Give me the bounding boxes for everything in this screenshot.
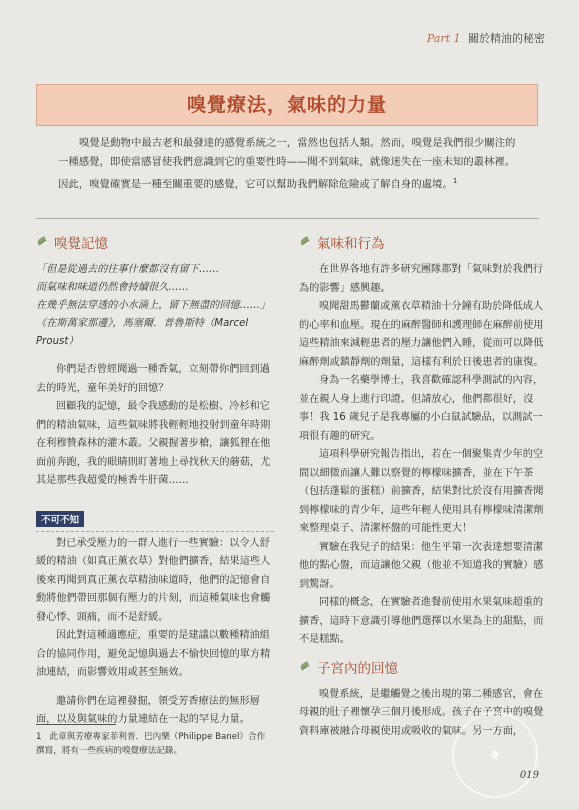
- body-paragraph: 這項科學研究報告指出，若在一個聚集青少年的空間以細微而讓人難以察覺的檸檬味擴香，並在下午茶（包括蓬鬆的蛋糕）前擴香，結果對比於沒有用擴香聞到檸檬味的青少年，這些年輕人使用具有檸檬味清潔劑來整理桌子、清潔杯盤的可能性更大！: [299, 449, 544, 534]
- intro-paragraph: [58, 134, 524, 194]
- body-paragraph: 在世界各地有許多研究團隊都對「氣味對於我們行為的影響」感興趣。: [299, 264, 544, 294]
- page-number: 019: [519, 770, 539, 781]
- footnote: [36, 730, 266, 758]
- quote-source: 《在斯萬家那邊》，馬塞爾．普魯斯特（Marcel Proust）: [36, 318, 249, 347]
- header-title: 關於精油的秘密: [468, 32, 545, 45]
- body-paragraph: 回顧我的記憶，最令我感動的是松樹、冷杉和它們的精油氣味，這些氣味將我輕輕地投射到童年時期在利穆贊森林的灌木叢。父親握著步槍，讓狐狸在他面前奔跑，我的眼睛則盯著地上尋找秋天的蘑菇，尤其是那些我超愛的極香牛肝菌……: [36, 401, 271, 486]
- proust-quote: [36, 261, 274, 351]
- section-divider: [36, 218, 539, 219]
- body-paragraph: 同樣的概念，在實驗者進餐前使用水果氣味超重的擴香，這時下意識引導他們選擇以水果為主的甜點，而不是糕點。: [299, 597, 544, 645]
- tip-paragraph: 對已承受壓力的一群人進行一些實驗：以令人舒緩的精油（如真正薰衣草）對他們擴香，結果這些人後來再聞到真正薰衣草精油味道時，他們的記憶會自動將他們帶回那個有壓力的片刻，而這種氣味也會觸發心悸、頭痛，而不是舒緩。: [36, 537, 271, 623]
- section-heading-olfactory-memory: [36, 233, 274, 251]
- body-paragraph: 身為一名藥學博士，我喜歡確認科學測試的內容，並在親人身上進行印證。但請放心，他們都很好，沒事！我 16 歲兒子是我專屬的小白鼠試驗品，以測試一項很有趣的研究。: [299, 375, 544, 442]
- closing-paragraph: 邀請你們在這裡發掘，領受芳香療法的無形層面，以及與氣味的力量連結在一起的罕見力量。: [36, 695, 260, 725]
- tip-paragraph: 因此對這種適應症，重要的是建議以數種精油組合的協同作用，避免記憶與過去不愉快回憶的單方精油連結，而影響效用或甚至無效。: [36, 630, 271, 678]
- section-title: 氣味和行為: [317, 236, 385, 252]
- body-paragraph: 你們是否曾經聞過一種香氣，立刻帶你們回到過去的時光，童年美好的回憶？: [36, 364, 270, 394]
- leaf-icon: [299, 661, 311, 673]
- quote-line: 「但是從過去的往事什麼都沒有留下……: [36, 264, 220, 275]
- left-column: [36, 233, 274, 730]
- intro-text: 嗅覺是動物中最古老和最發達的感覺系統之一，當然也包括人類。然而，嗅覺是我們很少關注的一種感覺，即使當感冒使我們意識到它的重要性時——聞不到氣味，就像迷失在一座未知的叢林裡。因此，嗅覺確實是一種至關重要的感覺，它可以幫助我們解除危險或了解自身的處境。: [58, 137, 516, 191]
- footnote-text: 此章與芳療專家菲利普．巴內樂（Philippe Banel）合作撰寫，將有一些疾病的嗅覺療法記錄。: [36, 732, 266, 756]
- right-column: [299, 233, 545, 741]
- quote-line: 而氣味和味道仍然會持續很久……: [36, 282, 189, 293]
- footnote-ref: 1: [452, 177, 458, 185]
- footnote-rule: [36, 724, 116, 725]
- leaf-icon: [36, 236, 48, 248]
- did-you-know-box: [36, 531, 274, 683]
- section-heading-scent-behavior: [299, 233, 545, 251]
- watermark-stamp: ✦: [440, 700, 550, 810]
- leaf-icon: [299, 236, 311, 248]
- chapter-title: 嗅覺療法，氣味的力量: [186, 94, 387, 116]
- quote-line: 在幾乎無法穿透的小水滴上，留下無盡的回憶……」: [36, 300, 271, 311]
- part-label: Part 1: [426, 32, 461, 45]
- running-header: [427, 30, 545, 46]
- body-paragraph: 嗅覺系統，是繼觸覺之後出現的第二種感官，會在母親的肚子裡懷孕三個月後形成。孩子在子宮中的嗅覺資料庫被融合母親使用或吸收的氣味。另一方面，: [299, 688, 544, 737]
- chapter-title-box: [36, 84, 538, 126]
- body-paragraph: 實驗在我兒子的結果：他生平第一次表達想要清潔他的點心盤，而這讓他父親（他並不知道我的實驗）感到驚訝。: [299, 541, 544, 590]
- section-title: 嗅覺記憶: [54, 236, 108, 252]
- body-paragraph: 嗅聞甜馬鬱蘭或薰衣草精油十分鐘有助於降低成人的心率和血壓。現在的麻醉醫師和護理師在麻醉前使用這些精油來減輕患者的壓力讓他們入睡，從而可以降低麻醉劑或鎮靜劑的劑量，這樣有利於日後患者的康復。: [299, 301, 544, 368]
- section-heading-womb-memory: [299, 658, 545, 676]
- section-title: 子宮內的回憶: [317, 660, 398, 677]
- did-you-know-badge: 不可不知: [36, 511, 84, 527]
- footnote-number: 1: [36, 732, 42, 742]
